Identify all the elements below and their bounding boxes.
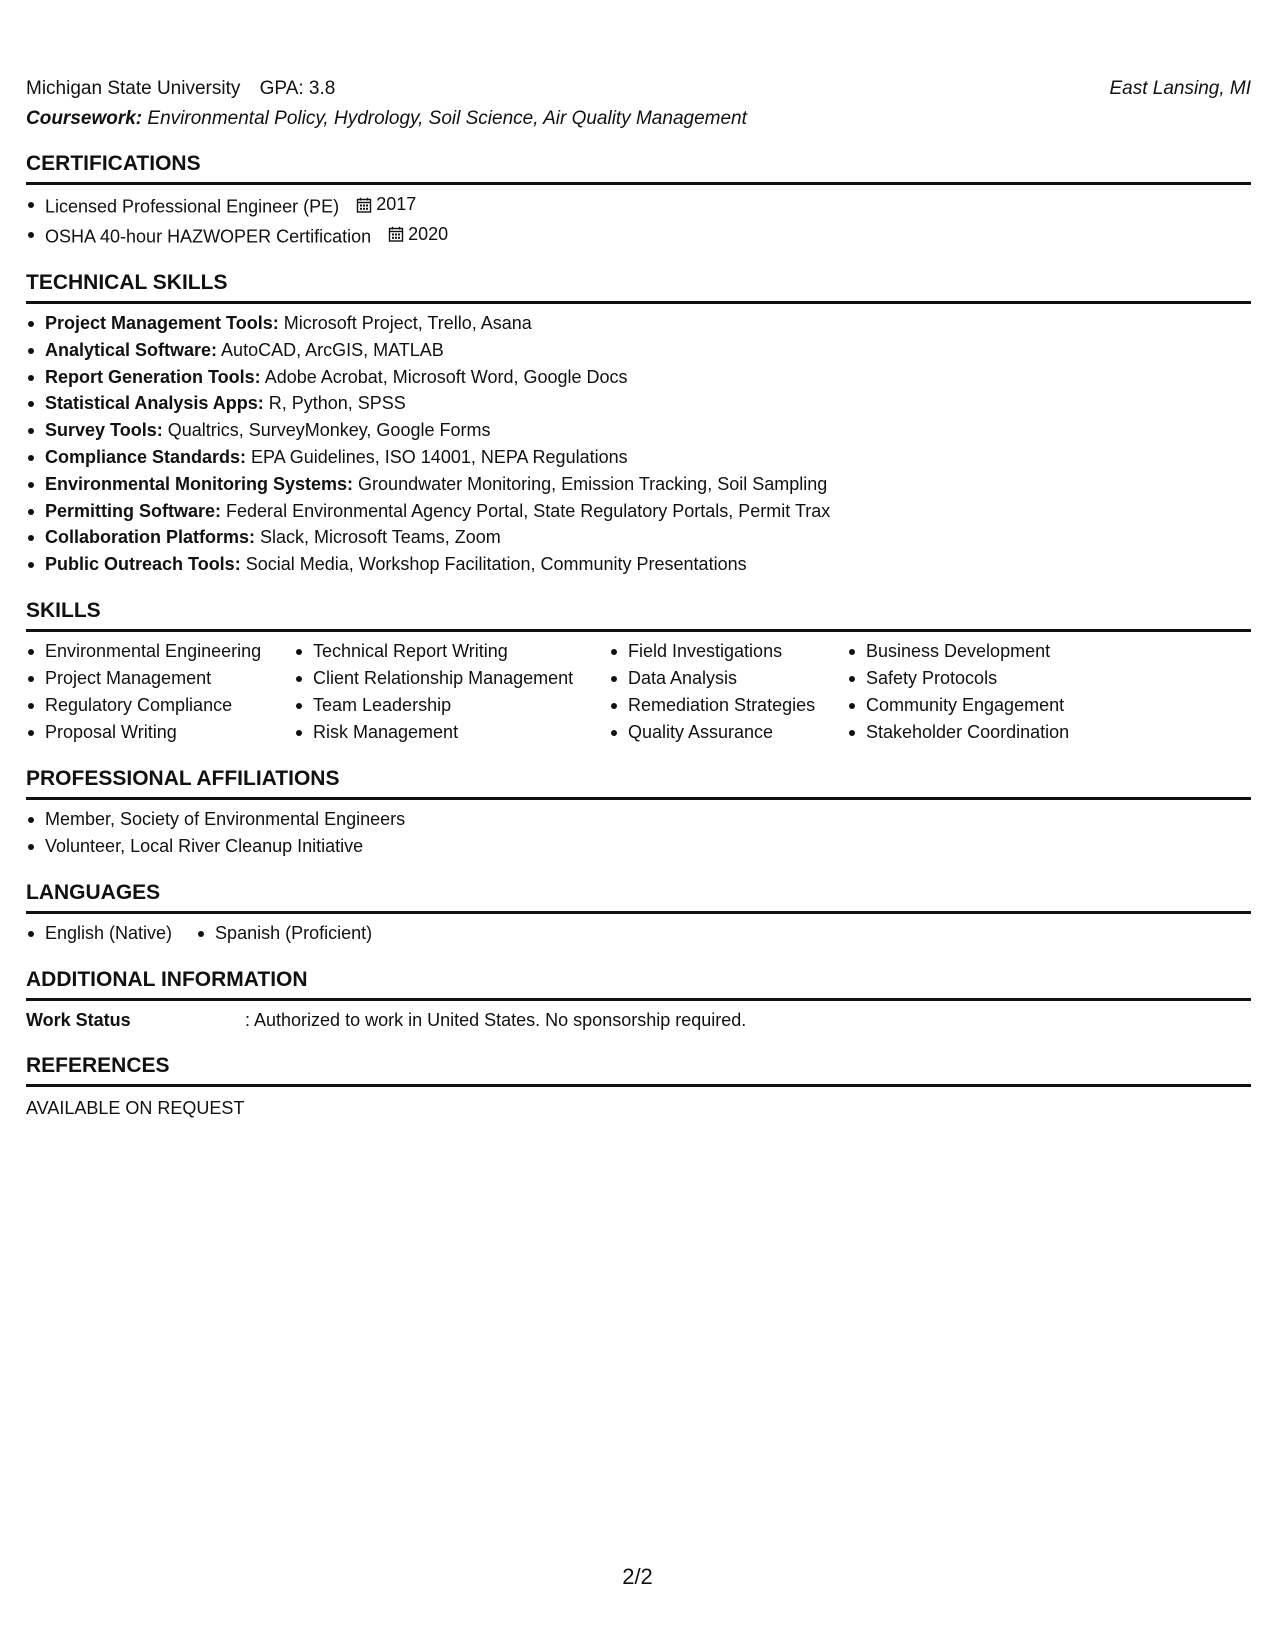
skill-category: Project Management Tools: bbox=[45, 313, 279, 333]
skill-category: Survey Tools: bbox=[45, 420, 163, 441]
list-item bbox=[26, 417, 1251, 444]
list-item: Proposal Writing bbox=[26, 719, 294, 746]
list-item bbox=[26, 524, 1251, 551]
list-item bbox=[26, 337, 1251, 364]
calendar-icon bbox=[356, 197, 372, 213]
skill-values: AutoCAD, ArcGIS, MATLAB bbox=[217, 339, 444, 360]
gpa: GPA: 3.8 bbox=[259, 78, 336, 99]
list-item bbox=[26, 221, 1251, 251]
list-item: Environmental Engineering bbox=[26, 638, 294, 665]
section-title-certifications: CERTIFICATIONS bbox=[26, 151, 1251, 185]
school-location: East Lansing, MI bbox=[1109, 78, 1251, 99]
skill-category: Environmental Monitoring Systems: bbox=[45, 473, 354, 494]
resume-page bbox=[26, 76, 1251, 1121]
work-status-row bbox=[26, 1007, 1251, 1033]
list-item: Project Management bbox=[26, 665, 294, 692]
list-item: Risk Management bbox=[294, 719, 609, 746]
certification-name: OSHA 40-hour HAZWOPER Certification bbox=[45, 226, 372, 246]
education-line bbox=[26, 76, 1251, 102]
certifications-list bbox=[26, 191, 1251, 250]
skill-values: Social Media, Workshop Facilitation, Community Presentations bbox=[240, 554, 747, 575]
skill-values: Groundwater Monitoring, Emission Tracking, Soil Sampling bbox=[353, 473, 828, 494]
list-item: English (Native) bbox=[26, 920, 172, 947]
skill-values: Adobe Acrobat, Microsoft Word, Google Docs bbox=[260, 366, 628, 387]
list-item bbox=[26, 551, 1251, 578]
certification-name: Licensed Professional Engineer (PE) bbox=[45, 196, 340, 217]
skill-values: Microsoft Project, Trello, Asana bbox=[278, 313, 532, 333]
list-item: Community Engagement bbox=[847, 692, 1107, 719]
coursework bbox=[26, 105, 1251, 133]
list-item: Stakeholder Coordination bbox=[847, 719, 1107, 746]
list-item: Data Analysis bbox=[609, 665, 847, 692]
skills-grid bbox=[26, 638, 1251, 746]
section-title-technical-skills: TECHNICAL SKILLS bbox=[26, 270, 1251, 304]
coursework-label: Coursework: bbox=[26, 108, 143, 129]
skill-category: Report Generation Tools: bbox=[45, 366, 261, 387]
certification-year: 2017 bbox=[376, 194, 417, 214]
list-item bbox=[26, 310, 1251, 337]
skill-values: Slack, Microsoft Teams, Zoom bbox=[255, 527, 501, 548]
list-item: Regulatory Compliance bbox=[26, 692, 294, 719]
skill-category: Analytical Software: bbox=[45, 339, 218, 360]
list-item bbox=[26, 364, 1251, 391]
skill-category: Compliance Standards: bbox=[45, 446, 247, 467]
work-status-label: Work Status bbox=[26, 1009, 131, 1030]
skill-values: EPA Guidelines, ISO 14001, NEPA Regulations bbox=[246, 446, 628, 467]
education-school-block bbox=[26, 76, 349, 102]
section-title-skills: SKILLS bbox=[26, 598, 1251, 632]
skill-category: Collaboration Platforms: bbox=[45, 527, 256, 548]
list-item bbox=[26, 390, 1251, 417]
work-status-value: : Authorized to work in United States. No sponsorship required. bbox=[245, 1009, 747, 1030]
skills-column bbox=[847, 638, 1107, 746]
page-number: 2/2 bbox=[622, 1564, 653, 1589]
list-item bbox=[26, 498, 1251, 525]
list-item: Member, Society of Environmental Engineers bbox=[26, 806, 1251, 833]
list-item bbox=[26, 444, 1251, 471]
skills-column bbox=[609, 638, 847, 746]
list-item: Team Leadership bbox=[294, 692, 609, 719]
list-item: Quality Assurance bbox=[609, 719, 847, 746]
section-title-languages: LANGUAGES bbox=[26, 880, 1251, 914]
section-title-additional-information: ADDITIONAL INFORMATION bbox=[26, 967, 1251, 1001]
skill-category: Permitting Software: bbox=[45, 500, 222, 521]
list-item: Safety Protocols bbox=[847, 665, 1107, 692]
list-item bbox=[26, 471, 1251, 498]
section-title-references: REFERENCES bbox=[26, 1053, 1251, 1087]
skills-column bbox=[26, 638, 294, 746]
skill-category: Statistical Analysis Apps: bbox=[45, 393, 264, 414]
skill-category: Public Outreach Tools: bbox=[45, 554, 241, 575]
certification-date bbox=[356, 191, 416, 218]
list-item: Volunteer, Local River Cleanup Initiative bbox=[26, 833, 1251, 860]
list-item: Spanish (Proficient) bbox=[196, 920, 372, 947]
skill-values: Qualtrics, SurveyMonkey, Google Forms bbox=[162, 420, 491, 441]
skills-column bbox=[294, 638, 609, 746]
calendar-icon bbox=[388, 226, 404, 242]
list-item: Field Investigations bbox=[609, 638, 847, 665]
technical-skills-list bbox=[26, 310, 1251, 578]
languages-list bbox=[26, 920, 1251, 947]
section-title-affiliations: PROFESSIONAL AFFILIATIONS bbox=[26, 766, 1251, 800]
affiliations-list bbox=[26, 806, 1251, 860]
list-item bbox=[26, 191, 1251, 221]
list-item: Technical Report Writing bbox=[294, 638, 609, 665]
skill-values: Federal Environmental Agency Portal, State Regulatory Portals, Permit Trax bbox=[221, 500, 831, 521]
list-item: Client Relationship Management bbox=[294, 665, 609, 692]
references-text: AVAILABLE ON REQUEST bbox=[26, 1097, 245, 1118]
list-item: Remediation Strategies bbox=[609, 692, 847, 719]
school-name: Michigan State University bbox=[26, 78, 241, 99]
certification-year: 2020 bbox=[408, 223, 449, 244]
coursework-list: Environmental Policy, Hydrology, Soil Science, Air Quality Management bbox=[142, 108, 747, 129]
skill-values: R, Python, SPSS bbox=[263, 393, 406, 414]
list-item: Business Development bbox=[847, 638, 1107, 665]
certification-date bbox=[388, 221, 448, 248]
